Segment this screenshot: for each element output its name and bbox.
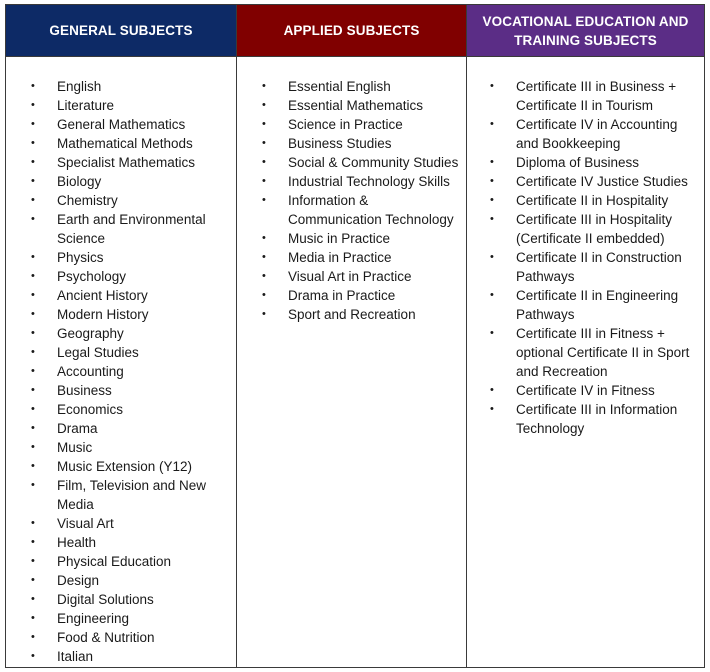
general-subject-item: • Digital Solutions: [31, 590, 236, 609]
applied-subject-item: • Drama in Practice: [262, 286, 466, 305]
applied-subject-item: • Essential English: [262, 77, 466, 96]
general-subject-item: • Music: [31, 438, 236, 457]
applied-subject-item: • Industrial Technology Skills: [262, 172, 466, 191]
general-subject-item: • English: [31, 77, 236, 96]
vet-subject-item: • Diploma of Business: [490, 153, 704, 172]
general-subjects-header: [6, 5, 237, 57]
general-subject-item: • Physics: [31, 248, 236, 267]
general-subject-item: • Accounting: [31, 362, 236, 381]
general-subject-item: • Economics: [31, 400, 236, 419]
general-subject-item: • Engineering: [31, 609, 236, 628]
vet-subjects-title: VOCATIONAL EDUCATION AND TRAINING SUBJECTS: [482, 13, 689, 48]
applied-subject-item: • Science in Practice: [262, 115, 466, 134]
general-subject-item: • Modern History: [31, 305, 236, 324]
applied-subject-item: • Visual Art in Practice: [262, 267, 466, 286]
vet-subject-item: • Certificate II in Construction Pathways: [490, 248, 704, 286]
general-subject-item: • Health: [31, 533, 236, 552]
general-subject-item: • General Mathematics: [31, 115, 236, 134]
vet-subjects-column: [467, 57, 704, 667]
vet-subject-item: • Certificate III in Hospitality (Certificate II embedded): [490, 210, 704, 248]
general-subject-item: • Design: [31, 571, 236, 590]
general-subject-item: • Physical Education: [31, 552, 236, 571]
general-subject-item: • Visual Art: [31, 514, 236, 533]
applied-subjects-column: [237, 57, 467, 667]
general-subject-item: • Film, Television and New Media: [31, 476, 236, 514]
vet-subject-item: • Certificate III in Information Technology: [490, 400, 704, 438]
applied-subject-item: • Sport and Recreation: [262, 305, 466, 324]
general-subject-item: • Biology: [31, 172, 236, 191]
general-subjects-list: [31, 77, 236, 666]
vet-subject-item: • Certificate IV Justice Studies: [490, 172, 704, 191]
applied-subject-item: • Business Studies: [262, 134, 466, 153]
general-subjects-column: [6, 57, 237, 667]
general-subject-item: • Chemistry: [31, 191, 236, 210]
general-subject-item: • Legal Studies: [31, 343, 236, 362]
general-subject-item: • Earth and Environmental Science: [31, 210, 236, 248]
applied-subject-item: • Information & Communication Technology: [262, 191, 466, 229]
applied-subjects-header: [237, 5, 467, 57]
vet-subject-item: • Certificate IV in Accounting and Bookkeeping: [490, 115, 704, 153]
vet-subjects-header: [467, 5, 704, 57]
general-subject-item: • Food & Nutrition: [31, 628, 236, 647]
applied-subject-item: • Social & Community Studies: [262, 153, 466, 172]
general-subject-item: • Psychology: [31, 267, 236, 286]
general-subject-item: • Mathematical Methods: [31, 134, 236, 153]
general-subject-item: • Music Extension (Y12): [31, 457, 236, 476]
general-subject-item: • Geography: [31, 324, 236, 343]
vet-subject-item: • Certificate II in Engineering Pathways: [490, 286, 704, 324]
applied-subject-item: • Media in Practice: [262, 248, 466, 267]
vet-subject-item: • Certificate II in Hospitality: [490, 191, 704, 210]
general-subject-item: • Drama: [31, 419, 236, 438]
general-subject-item: • Italian: [31, 647, 236, 666]
vet-subjects-list: [490, 77, 704, 438]
applied-subject-item: • Music in Practice: [262, 229, 466, 248]
general-subject-item: • Business: [31, 381, 236, 400]
general-subject-item: • Specialist Mathematics: [31, 153, 236, 172]
applied-subjects-title: APPLIED SUBJECTS: [283, 23, 420, 38]
vet-subject-item: • Certificate III in Business + Certificate II in Tourism: [490, 77, 704, 115]
applied-subject-item: • Essential Mathematics: [262, 96, 466, 115]
general-subject-item: • Ancient History: [31, 286, 236, 305]
vet-subject-item: • Certificate III in Fitness + optional Certificate II in Sport and Recreation: [490, 324, 704, 381]
applied-subjects-list: [262, 77, 466, 324]
vet-subject-item: • Certificate IV in Fitness: [490, 381, 704, 400]
general-subject-item: • Literature: [31, 96, 236, 115]
subjects-table: [5, 4, 705, 668]
general-subjects-title: GENERAL SUBJECTS: [49, 23, 193, 38]
